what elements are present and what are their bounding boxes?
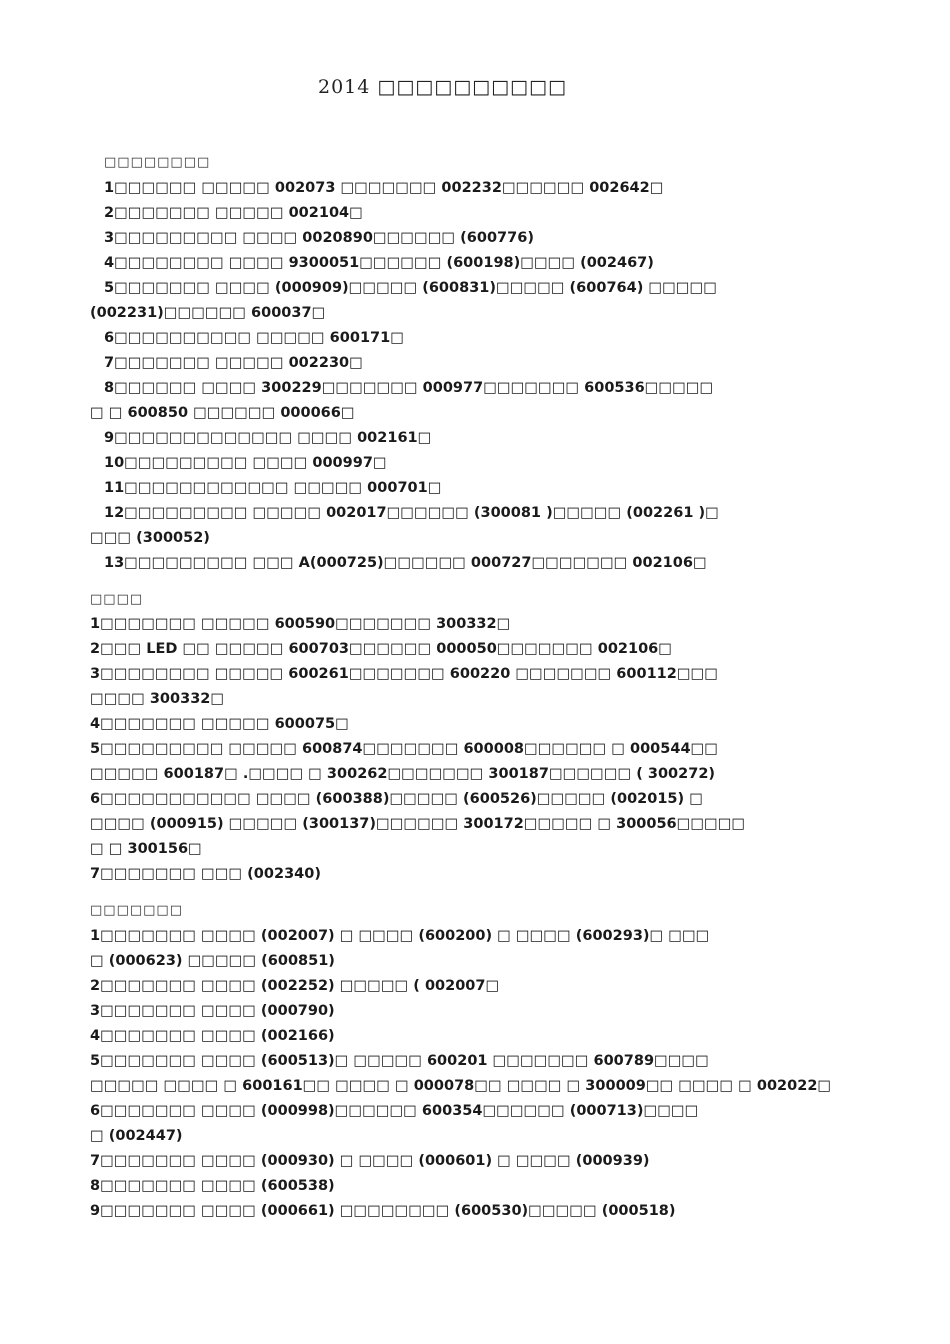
section-heading-1: □□□□□□□□ xyxy=(104,155,211,170)
text-line: □□□□□ □□□□ □ 600161□□ □□□□ □ 000078□□ □□□□ □ 300009□□ □□□□ □ 002022□ xyxy=(90,1078,832,1094)
text-line: 1□□□□□□□ □□□□ (002007) □ □□□□ (600200) □ □□□□ (600293)□ □□□ xyxy=(90,928,710,944)
text-line: 1□□□□□□□ □□□□□ 600590□□□□□□□ 300332□ xyxy=(90,616,511,632)
text-line: 1□□□□□□ □□□□□ 002073 □□□□□□□ 002232□□□□□□ 002642□ xyxy=(104,180,664,196)
text-line: 5□□□□□□□□□ □□□□□ 600874□□□□□□□ 600008□□□□□□ □ 000544□□ xyxy=(90,741,718,757)
text-line: □ □ 600850 □□□□□□ 000066□ xyxy=(90,405,355,421)
text-line: 4□□□□□□□ □□□□□ 600075□ xyxy=(90,716,349,732)
text-line: 2□□□□□□□ □□□□ (002252) □□□□□ ( 002007□ xyxy=(90,978,500,994)
text-line: □□□ (300052) xyxy=(90,530,210,546)
text-line: 9□□□□□□□ □□□□ (000661) □□□□□□□□ (600530)□□□□□ (000518) xyxy=(90,1203,676,1219)
text-line: 7□□□□□□□ □□□ (002340) xyxy=(90,866,321,882)
text-line: 12□□□□□□□□□ □□□□□ 002017□□□□□□ (300081 )□□□□□ (002261 )□ xyxy=(104,505,719,521)
text-line: 10□□□□□□□□□ □□□□ 000997□ xyxy=(104,455,387,471)
text-line: 9□□□□□□□□□□□□□ □□□□ 002161□ xyxy=(104,430,432,446)
text-line: 8□□□□□□ □□□□ 300229□□□□□□□ 000977□□□□□□□ 600536□□□□□ xyxy=(104,380,714,396)
section-heading-3: □□□□□□□ xyxy=(90,903,183,918)
text-line: 2□□□□□□□ □□□□□ 002104□ xyxy=(104,205,363,221)
text-line: 7□□□□□□□ □□□□□ 002230□ xyxy=(104,355,363,371)
text-line: (002231)□□□□□□ 600037□ xyxy=(90,305,326,321)
text-line: 8□□□□□□□ □□□□ (600538) xyxy=(90,1178,335,1194)
text-line: 3□□□□□□□□ □□□□□ 600261□□□□□□□ 600220 □□□□□□□ 600112□□□ xyxy=(90,666,718,682)
text-line: 2□□□ LED □□ □□□□□ 600703□□□□□□ 000050□□□□□□□ 002106□ xyxy=(90,641,672,657)
text-line: □□□□□ 600187□ .□□□□ □ 300262□□□□□□□ 300187□□□□□□ ( 300272) xyxy=(90,766,716,782)
text-line: 6□□□□□□□□□□ □□□□□ 600171□ xyxy=(104,330,404,346)
text-line: 6□□□□□□□ □□□□ (000998)□□□□□□ 600354□□□□□□ (000713)□□□□ xyxy=(90,1103,699,1119)
text-line: 5□□□□□□□ □□□□ (000909)□□□□□ (600831)□□□□□ (600764) □□□□□ xyxy=(104,280,717,296)
text-line: 11□□□□□□□□□□□□ □□□□□ 000701□ xyxy=(104,480,442,496)
text-line: 5□□□□□□□ □□□□ (600513)□ □□□□□ 600201 □□□□□□□ 600789□□□□ xyxy=(90,1053,709,1069)
text-line: 13□□□□□□□□□ □□□ A(000725)□□□□□□ 000727□□□□□□□ 002106□ xyxy=(104,555,707,571)
text-line: □□□□ (000915) □□□□□ (300137)□□□□□□ 300172□□□□□ □ 300056□□□□□ xyxy=(90,816,746,832)
text-line: 3□□□□□□□□□ □□□□ 0020890□□□□□□ (600776) xyxy=(104,230,534,246)
section-heading-2: □□□□ xyxy=(90,592,144,607)
text-line: 4□□□□□□□□ □□□□ 9300051□□□□□□ (600198)□□□□ (002467) xyxy=(104,255,654,271)
text-line: □ (000623) □□□□□ (600851) xyxy=(90,953,335,969)
text-line: □ □ 300156□ xyxy=(90,841,202,857)
text-line: □□□□ 300332□ xyxy=(90,691,225,707)
document-title: 2014 □□□□□□□□□□ xyxy=(318,76,567,98)
text-line: 7□□□□□□□ □□□□ (000930) □ □□□□ (000601) □ □□□□ (000939) xyxy=(90,1153,650,1169)
text-line: 3□□□□□□□ □□□□ (000790) xyxy=(90,1003,335,1019)
text-line: 4□□□□□□□ □□□□ (002166) xyxy=(90,1028,335,1044)
text-line: 6□□□□□□□□□□□ □□□□ (600388)□□□□□ (600526)□□□□□ (002015) □ xyxy=(90,791,703,807)
text-line: □ (002447) xyxy=(90,1128,183,1144)
